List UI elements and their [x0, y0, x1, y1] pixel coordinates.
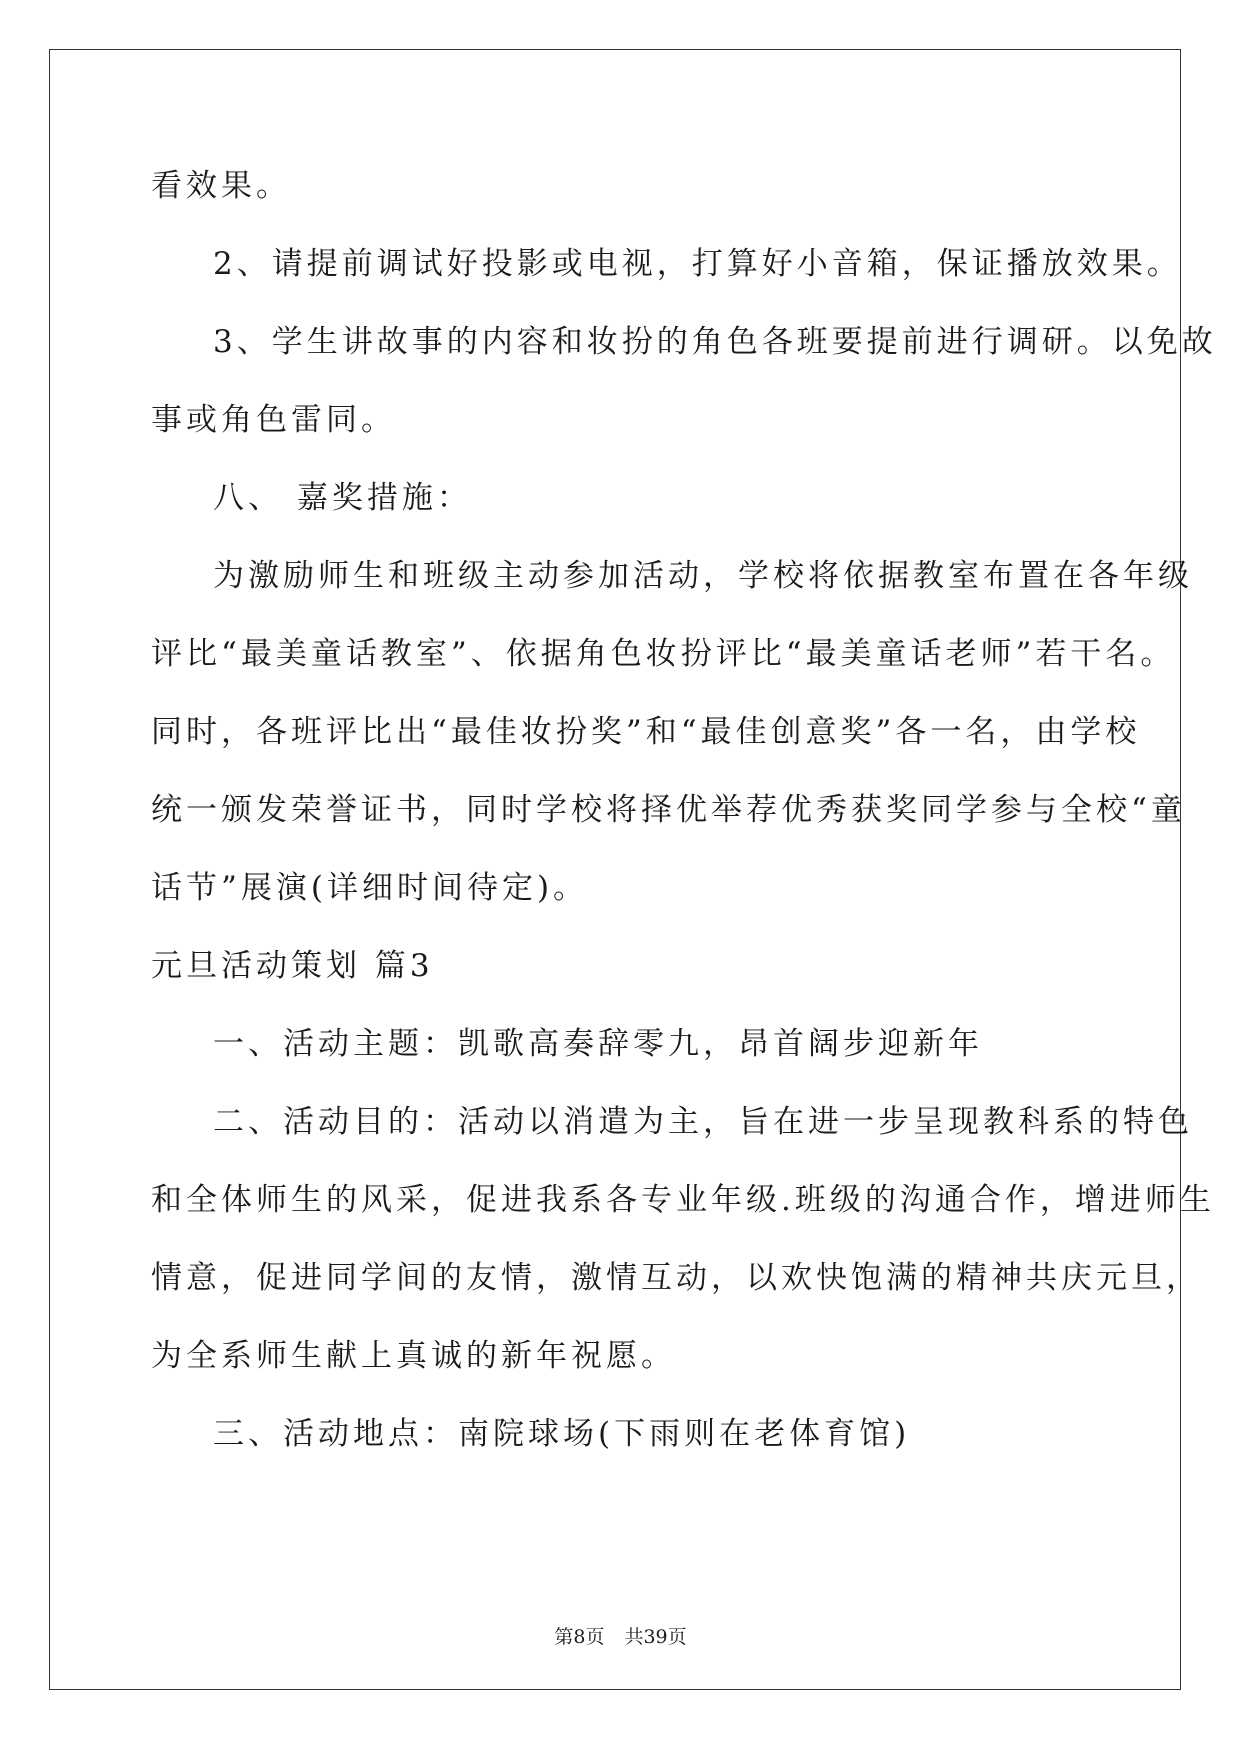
- text-line: 为全系师生献上真诚的新年祝愿。: [151, 1338, 676, 1374]
- text-line: 一、活动主题：凯歌高奏辞零九，昂首阔步迎新年: [213, 1026, 983, 1062]
- page-number: 第8页: [554, 1626, 605, 1648]
- text-line: 情意，促进同学间的友情，激情互动，以欢快饱满的精神共庆元旦，: [151, 1260, 1201, 1296]
- text-line: 为激励师生和班级主动参加活动，学校将依据教室布置在各年级: [213, 558, 1193, 594]
- page-total: 共39页: [624, 1626, 687, 1648]
- text-line: 和全体师生的风采，促进我系各专业年级.班级的沟通合作，增进师生: [151, 1182, 1215, 1218]
- page-footer: [0, 1622, 1241, 1649]
- article-title: 元旦活动策划 篇3: [151, 948, 434, 984]
- text-line: 评比“最美童话教室”、依据角色妆扮评比“最美童话老师”若干名。: [151, 636, 1176, 672]
- text-line: 3、学生讲故事的内容和妆扮的角色各班要提前进行调研。以免故: [213, 324, 1217, 360]
- text-line: 话节”展演(详细时间待定)。: [151, 870, 589, 906]
- text-line: 事或角色雷同。: [151, 402, 396, 438]
- text-line: 同时，各班评比出“最佳妆扮奖”和“最佳创意奖”各一名，由学校: [151, 714, 1141, 750]
- text-line: 统一颁发荣誉证书，同时学校将择优举荐优秀获奖同学参与全校“童: [151, 792, 1186, 828]
- text-line: 看效果。: [151, 168, 291, 204]
- text-line: 2、请提前调试好投影或电视，打算好小音箱，保证播放效果。: [213, 246, 1182, 282]
- section-heading: 八、 嘉奖措施：: [213, 480, 472, 516]
- text-line: 三、活动地点：南院球场(下雨则在老体育馆): [213, 1416, 911, 1452]
- text-line: 二、活动目的：活动以消遣为主，旨在进一步呈现教科系的特色: [213, 1104, 1193, 1140]
